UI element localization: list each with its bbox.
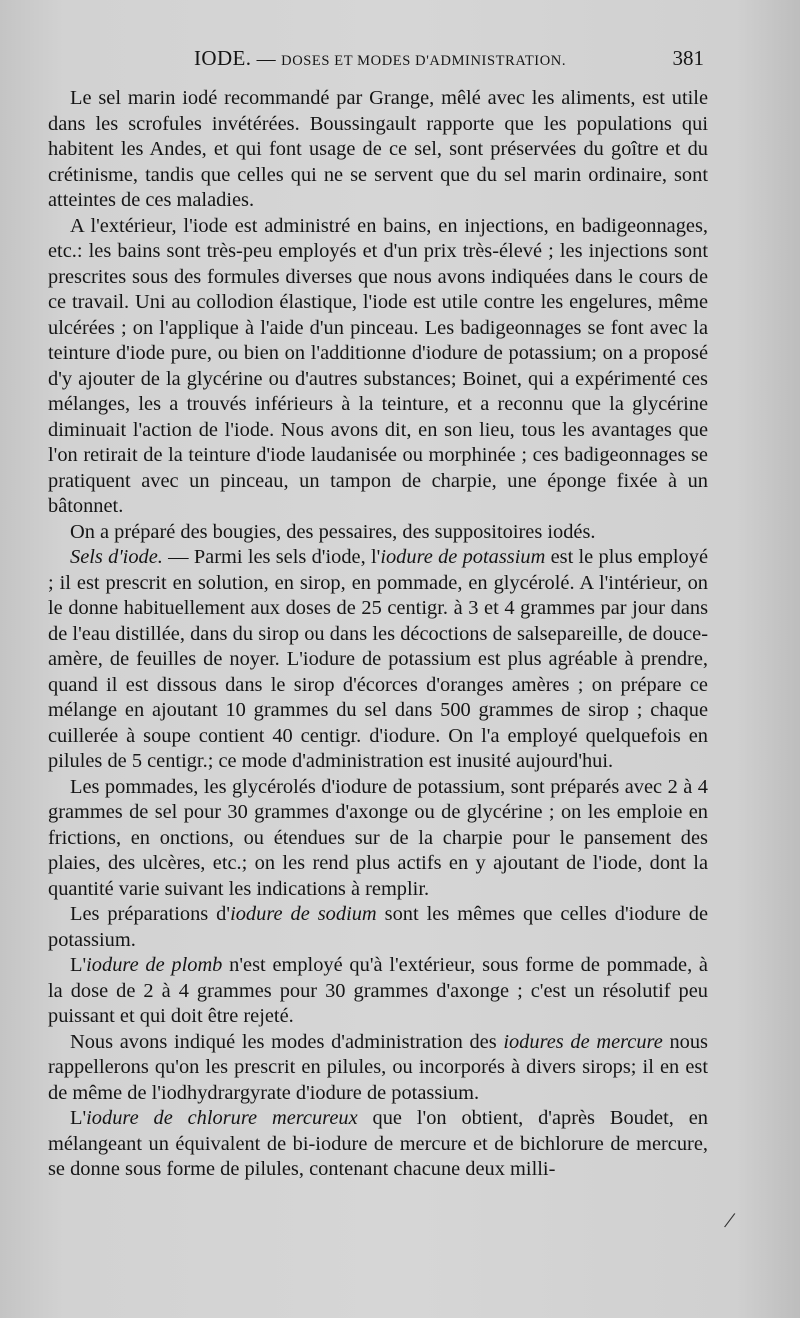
paragraph: [48, 214, 708, 520]
paragraph: [48, 1030, 708, 1107]
paragraph: [48, 86, 708, 214]
text-segment: Le sel marin iodé recommandé par Grange, mêlé avec les aliments, est utile dans les scrofules invétérées. Boussingault rapporte que les populations qui habitent les Andes, et qui font usage de ce sel, sont préservées du goître et du crétinisme, tandis que celles qui ne se servent que du sel marin ordinaire, sont atteintes de ces maladies.: [48, 87, 708, 211]
text-segment: nous rappellerons qu'on les prescrit en pilules, ou incorporés à divers sirops; il en est de même de l'iodhydrargyrate d'iodure de potassium.: [48, 1030, 708, 1104]
paragraph: [48, 902, 708, 953]
paragraph: [48, 1106, 708, 1183]
italic-segment: Sels d'iode.: [70, 546, 163, 568]
text-segment: Les préparations d': [70, 903, 231, 925]
body-text: [48, 86, 708, 1183]
text-segment: L': [70, 1107, 87, 1129]
text-segment: On a préparé des bougies, des pessaires, des suppositoires iodés.: [70, 520, 596, 543]
italic-segment: iodure de sodium: [230, 903, 377, 925]
text-segment: Nous avons indiqué les modes d'administration des: [70, 1030, 504, 1053]
title-dash: —: [256, 49, 276, 70]
margin-mark: /: [722, 1207, 737, 1235]
text-segment: est le plus employé ; il est prescrit en solution, en sirop, en pommade, en glycérolé. A l'intérieur, on le donne habituellement aux doses de 25 centigr. à 3 et 4 grammes par jour dans de l'eau distillée, dans du sirop ou dans les décoctions de salsepareille, de douce-amère, de feuilles de noyer. L'iodure de potassium est plus agréable à prendre, quand il est dissous dans le sirop d'écorces d'oranges amères ; on prépare ce mélange en ajoutant 10 grammes du sel dans 500 grammes de sirop ; chaque cuillerée à soupe contient 40 centigr. d'iodure. On l'a employé quelquefois en pilules de 5 centigr.; ce mode d'administration est inusité aujourd'hui.: [48, 546, 708, 772]
running-header: [48, 44, 708, 74]
italic-segment: iodures de mercure: [503, 1030, 663, 1053]
italic-segment: iodure de potassium: [380, 546, 546, 568]
paragraph: [48, 520, 708, 546]
paragraph: [48, 775, 708, 903]
text-segment: L': [70, 954, 87, 976]
page-number: 381: [672, 46, 704, 70]
text-segment: — Parmi les sels d'iode, l': [162, 546, 381, 568]
text-segment: n'est employé qu'à l'extérieur, sous forme de pommade, à la dose de 2 à 4 grammes pour 30 grammes d'axonge ; c'est un résolutif peu puissant et qui doit être rejeté.: [48, 954, 708, 1027]
text-segment: sont les mêmes que celles d'iodure de potassium.: [48, 903, 708, 951]
title-main: IODE.: [194, 46, 252, 70]
paragraph: [48, 545, 708, 775]
text-segment: Les pommades, les glycérolés d'iodure de potassium, sont préparés avec 2 à 4 grammes de sel pour 30 grammes d'axonge ou de glycérine ; on les emploie en frictions, en onctions, ou étendues sur de la charpie pour le pansement des plaies, des ulcères, etc.; on les rend plus actifs en y ajoutant de l'iode, dont la quantité varie suivant les indications à remplir.: [48, 775, 708, 900]
italic-segment: iodure de plomb: [86, 954, 223, 976]
title-sub: DOSES ET MODES D'ADMINISTRATION.: [281, 53, 567, 69]
running-title: [194, 46, 566, 71]
text-segment: A l'extérieur, l'iode est administré en bains, en injections, en badigeonnages, etc.: les bains sont très-peu employés et d'un prix très-élevé ; les injections sont prescrites sous des formules diverses que nous avons indiquées dans le cours de ce travail. Uni au collodion élastique, l'iode est utile contre les engelures, même ulcérées ; on l'applique à l'aide d'un pinceau. Les badigeonnages se font avec la teinture d'iode pure, ou bien on l'additionne d'iodure de potassium; on a proposé d'y ajouter de la glycérine ou d'autres substances; Boinet, qui a expérimenté ces mélanges, les a trouvés inférieurs à la teinture, et a reconnu que la glycérine diminuait l'action de l'iode. Nous avons dit, en son lieu, tous les avantages que l'on retirait de la teinture d'iode laudanisée ou morphinée ; ces badigeonnages se pratiquent avec un pinceau, un tampon de charpie, une éponge fixée à un bâtonnet.: [48, 214, 708, 517]
text-segment: que l'on obtient, d'après Boudet, en mélangeant un équivalent de bi-iodure de mercure et de bichlorure de mercure, se donne sous forme de pilules, contenant chacune deux milli-: [48, 1107, 708, 1180]
italic-segment: iodure de chlorure mercureux: [86, 1107, 358, 1129]
paragraph: [48, 953, 708, 1030]
